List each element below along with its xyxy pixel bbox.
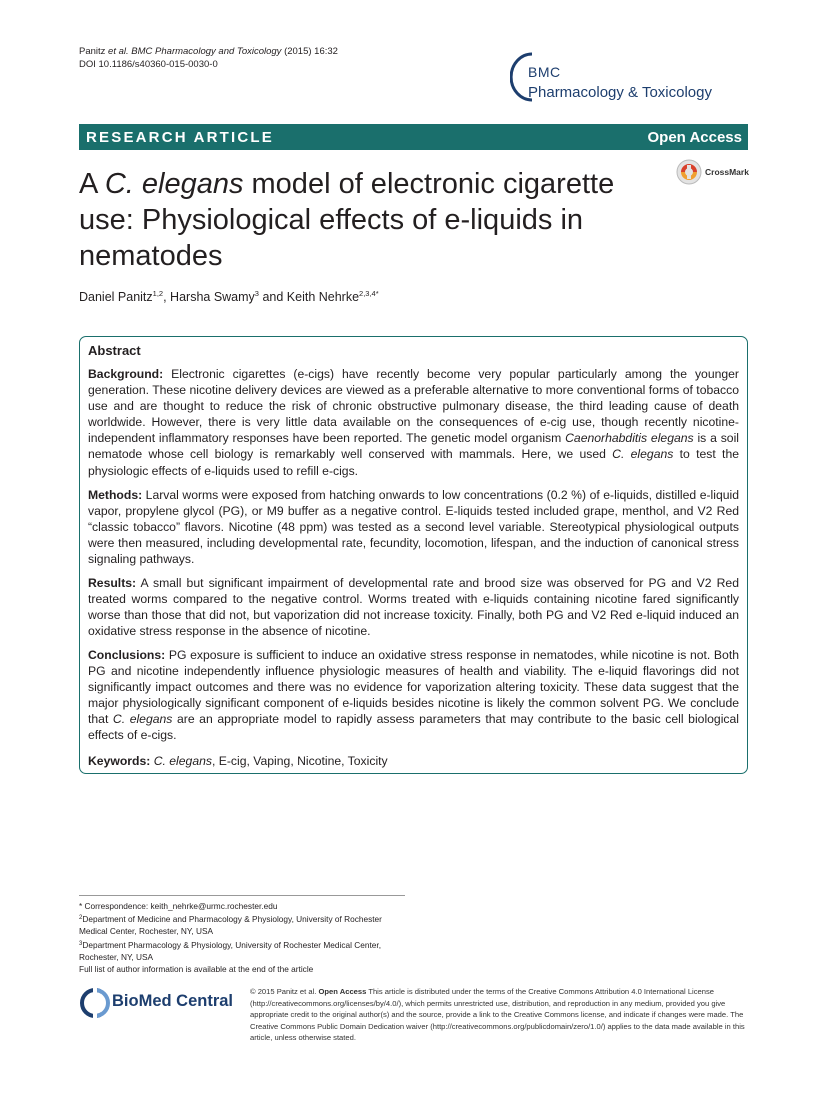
license-open-access: Open Access: [318, 987, 367, 996]
author-separator: ,: [163, 290, 171, 304]
background-text: is a soil nematode whose cell biology is remarkably well conserved with mammals. Here, we used: [88, 431, 740, 462]
author-list: [79, 289, 379, 304]
citation-line: [79, 45, 338, 58]
results-text: A small but significant impairment of developmental rate and brood size was observed for PG and V2 Red treated worms compared to the negative control. Worms treated with e-liquids containing nicotine fared significantly worse than those that did not, but vaporization did not increase toxicity. Finally, both PG and V2 Red e-liquid induced an oxidative stress response in the absence of nicotine.: [88, 576, 739, 639]
conclusions-label: Conclusions:: [88, 648, 166, 662]
abstract-keywords: [88, 753, 739, 769]
article-title: [79, 166, 659, 274]
crossmark-icon: [676, 159, 702, 185]
author-name[interactable]: Keith Nehrke: [286, 290, 360, 304]
citation-journal: BMC Pharmacology and Toxicology: [131, 46, 282, 57]
title-italic: C. elegans: [104, 168, 244, 200]
affiliation-2: [79, 912, 409, 937]
background-text: to test the physiologic effects of e-liquids used to refill e-cigs.: [88, 447, 739, 478]
abstract-results: [88, 575, 739, 639]
keywords-list: , E-cig, Vaping, Nicotine, Toxicity: [211, 754, 388, 768]
background-species: Caenorhabditis elegans: [565, 431, 694, 446]
footnote-divider: [79, 895, 405, 896]
author-separator: and: [258, 290, 287, 304]
background-label: Background:: [88, 367, 164, 381]
keywords-label: Keywords:: [88, 754, 151, 768]
license-statement: [250, 986, 750, 1044]
publisher-logo[interactable]: [79, 986, 239, 1020]
affiliation-text: Department of Medicine and Pharmacology & Physiology, University of Rochester Medical Center, Rochester, NY, USA: [79, 914, 382, 937]
results-label: Results:: [88, 576, 137, 590]
article-type: RESEARCH ARTICLE: [86, 128, 274, 146]
background-text: Electronic cigarettes (e-cigs) have recently become very popular particularly among the younger generation. These nicotine delivery devices are viewed as a preferable alternative to more conventional forms of tobacco use and are thought to reduce the risk of chronic obstructive pulmonary disease, the third leading cause of death worldwide. However, there is very little data available on the consequences of e-cig use, though recently nicotine-independent inflammatory responses have been reported. The genetic model organism: [88, 367, 739, 446]
footnotes: [79, 900, 409, 975]
abstract-conclusions: [88, 647, 739, 744]
author-name[interactable]: Daniel Panitz: [79, 290, 153, 304]
affiliation-3: [79, 938, 409, 963]
conclusions-text: PG exposure is sufficient to induce an oxidative stress response in nematodes, while nicotine is not. Both PG and nicotine independently influence physiologic measures of health and viability. The e-liquid flavorings did not significantly impact outcomes and there was no evidence for vaporization altering toxicity. These data suggest that the major physiologically significant component of e-liquids besides nicotine is likely the common solvent PG. We conclude that: [88, 648, 739, 727]
affiliation-marker: 2: [79, 915, 83, 922]
abstract-background: [88, 366, 739, 479]
conclusions-species: C. elegans: [112, 712, 173, 727]
methods-text: Larval worms were exposed from hatching onwards to low concentrations (0.2 %) of e-liquids, distilled e-liquid vapor, propylene glycol (PG), or M9 buffer as a negative control. E-liquids tested included grape, menthol, and V2 Red “classic tobacco” flavors. Nicotine (48 ppm) was tested as a second level variable. Stereotypical physiological outputs were then measured, including developmental rate, fecundity, locomotion, lifespan, and the induction of canonical stress signaling pathways.: [88, 488, 739, 567]
journal-logo-bmc: BMC: [528, 64, 561, 80]
citation: [79, 45, 338, 71]
doi[interactable]: DOI 10.1186/s40360-015-0030-0: [79, 59, 218, 70]
license-text: This article is distributed under the terms of the Creative Commons Attribution 4.0 International License (http://creativecommons.org/licenses/by/4.0/), which permits unrestricted use, distribution, and reproduction in any medium, provided you give appropriate credit to the original author(s) and the source, provide a link to the Creative Commons license, and indicate if changes were made. The Creative Commons Public Domain Dedication waiver (http://creativecommons.org/publicdomain/zero/1.0/) applies to the data made available in this article, unless otherwise stated.: [250, 987, 745, 1043]
article-banner: [79, 124, 748, 150]
citation-year-volume: (2015) 16:32: [284, 46, 338, 57]
crossmark-label: CrossMark: [705, 167, 749, 177]
title-part-1: A: [79, 168, 105, 200]
author-affiliation-marker: 3: [254, 289, 259, 298]
author-affiliation-marker: 1,2: [152, 289, 164, 298]
publisher-logo-text: BioMed Central: [112, 992, 234, 1010]
journal-logo[interactable]: [510, 50, 750, 106]
open-access-label: Open Access: [647, 128, 742, 146]
journal-logo-name: Pharmacology & Toxicology: [528, 84, 712, 101]
author-info-note: Full list of author information is available at the end of the article: [79, 964, 314, 975]
license-copyright: © 2015 Panitz et al.: [250, 987, 319, 996]
crossmark-badge[interactable]: [676, 159, 756, 187]
keyword-species: C. elegans: [153, 754, 212, 768]
author-affiliation-marker: 2,3,4*: [359, 289, 379, 298]
conclusions-text: are an appropriate model to rapidly assess parameters that may contribute to the basic cell biological effects of e-cigs.: [88, 712, 739, 743]
affiliation-text: Department Pharmacology & Physiology, University of Rochester Medical Center, Rochester, NY, USA: [79, 939, 382, 962]
title-part-2: model of electronic cigarette use: Physiological effects of e-liquids in nematodes: [79, 168, 615, 272]
abstract-methods: [88, 487, 739, 567]
background-species: C. elegans: [612, 447, 674, 462]
citation-authors: Panitz: [79, 46, 106, 57]
methods-label: Methods:: [88, 488, 143, 502]
affiliation-marker: 3: [79, 940, 83, 947]
citation-etal: et al.: [108, 46, 129, 57]
abstract-heading: Abstract: [88, 343, 141, 358]
biomed-central-logo-icon: [79, 987, 111, 1019]
author-name[interactable]: Harsha Swamy: [170, 290, 255, 304]
correspondence[interactable]: * Correspondence: keith_nehrke@urmc.rochester.edu: [79, 901, 278, 911]
